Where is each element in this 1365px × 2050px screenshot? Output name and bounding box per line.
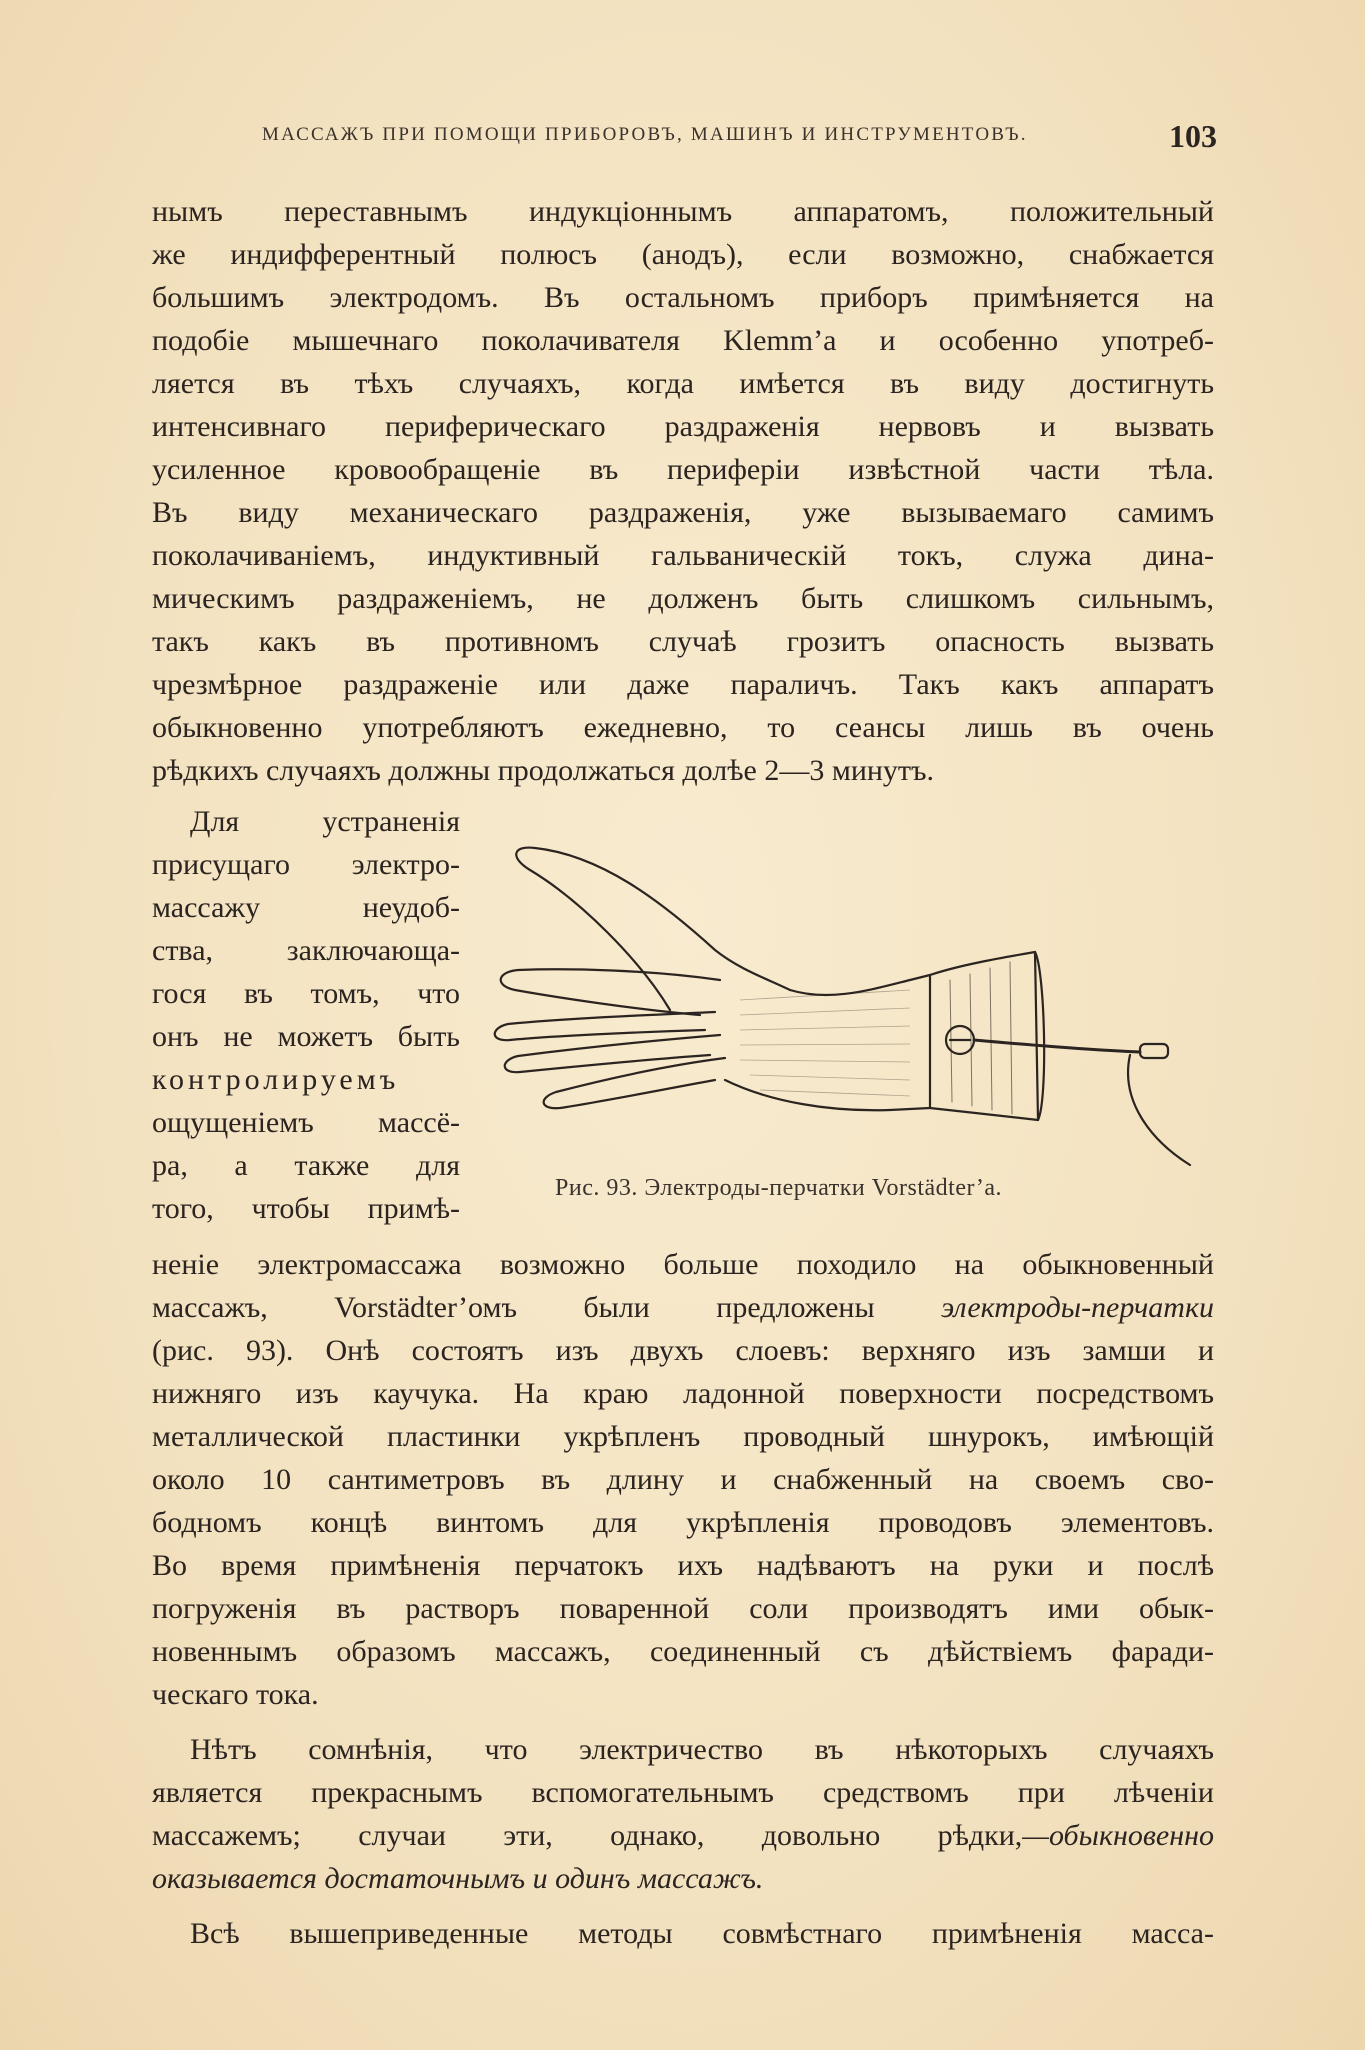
text-line: (рис. 93). Онѣ состоятъ изъ двухъ слоевъ: верхняго изъ замши и	[152, 1334, 1214, 1367]
emphasis-text: —обыкновенно	[1022, 1819, 1214, 1852]
text-line: ощущеніемъ массё-	[152, 1106, 460, 1139]
text-line: ляется въ тѣхъ случаяхъ, когда имѣется въ виду достигнуть	[152, 367, 1214, 400]
text-line: такъ какъ въ противномъ случаѣ грозитъ опасность вызвать	[152, 625, 1214, 658]
text-line: гося въ томъ, что	[152, 977, 460, 1010]
text-line: присущаго электро-	[152, 848, 460, 881]
text-span: массажемъ; случаи эти, однако, довольно рѣдки,	[152, 1819, 1023, 1852]
text-line: Всѣ вышеприведенные методы совмѣстнаго примѣненія масса-	[190, 1917, 1214, 1950]
text-line: подобіе мышечнаго поколачивателя Klemm’а и особенно употреб-	[152, 324, 1214, 357]
text-line: металлической пластинки укрѣпленъ проводный шнурокъ, имѣющій	[152, 1420, 1214, 1453]
text-line: нижняго изъ каучука. На краю ладонной поверхности посредствомъ	[152, 1377, 1214, 1410]
text-line: массажу неудоб-	[152, 891, 460, 924]
text-line	[152, 1286, 1214, 1329]
text-line: погруженія въ растворъ поваренной соли производятъ ими обык-	[152, 1592, 1214, 1625]
text-line: онъ не можетъ быть	[152, 1020, 460, 1053]
emphasis-text: электроды-перчатки	[941, 1291, 1214, 1324]
text-line: Въ виду механическаго раздраженія, уже вызываемаго самимъ	[152, 496, 1214, 529]
text-line: интенсивнаго периферическаго раздраженія нервовъ и вызвать	[152, 410, 1214, 443]
text-line: же индифферентный полюсъ (анодъ), если возможно, снабжается	[152, 238, 1214, 271]
figure-caption: Рис. 93. Электроды-перчатки Vorstädter’а.	[555, 1175, 1002, 1201]
running-title: МАССАЖЪ ПРИ ПОМОЩИ ПРИБОРОВЪ, МАШИНЪ И ИНСТРУМЕНТОВЪ.	[262, 124, 1028, 145]
glove-electrode-illustration	[490, 840, 1210, 1170]
text-line: мическимъ раздраженіемъ, не долженъ быть слишкомъ сильнымъ,	[152, 582, 1214, 615]
text-line: новеннымъ образомъ массажъ, соединенный съ дѣйствіемъ фаради-	[152, 1635, 1214, 1668]
text-line	[152, 1814, 1214, 1857]
emphasis-text: оказывается достаточнымъ и одинъ массажъ.	[152, 1862, 764, 1895]
text-line: контролируемъ	[152, 1063, 400, 1096]
text-line: нымъ переставнымъ индукціоннымъ аппаратомъ, положительный	[152, 195, 1214, 228]
text-span: массажъ, Vorstädter’омъ были предложены	[152, 1291, 942, 1324]
text-line: рѣдкихъ случаяхъ должны продолжаться долѣе 2—3 минутъ.	[152, 754, 935, 787]
text-line: ческаго тока.	[152, 1678, 319, 1711]
page-number: 103	[1169, 118, 1217, 154]
text-line: бодномъ концѣ винтомъ для укрѣпленія проводовъ элементовъ.	[152, 1506, 1214, 1539]
text-line: обыкновенно употребляютъ ежедневно, то сеансы лишь въ очень	[152, 711, 1214, 744]
text-line: Во время примѣненія перчатокъ ихъ надѣваютъ на руки и послѣ	[152, 1549, 1214, 1582]
text-line: Нѣтъ сомнѣнія, что электричество въ нѣкоторыхъ случаяхъ	[190, 1733, 1214, 1766]
page-header	[262, 118, 1217, 158]
text-line: ра, а также для	[152, 1149, 460, 1182]
text-line: является прекраснымъ вспомогательнымъ средствомъ при лѣченіи	[152, 1776, 1214, 1809]
text-line: Для устраненія	[190, 805, 460, 838]
text-line: ства, заключающа-	[152, 934, 460, 967]
text-line: неніе электромассажа возможно больше походило на обыкновенный	[152, 1248, 1214, 1281]
text-line: чрезмѣрное раздраженіе или даже параличъ. Такъ какъ аппаратъ	[152, 668, 1214, 701]
text-line: большимъ электродомъ. Въ остальномъ приборъ примѣняется на	[152, 281, 1214, 314]
text-line: усиленное кровообращеніе въ периферіи извѣстной части тѣла.	[152, 453, 1214, 486]
text-line: того, чтобы примѣ-	[152, 1192, 460, 1225]
text-line: около 10 сантиметровъ въ длину и снабженный на своемъ сво-	[152, 1463, 1214, 1496]
text-line: поколачиваніемъ, индуктивный гальваническій токъ, служа дина-	[152, 539, 1214, 572]
